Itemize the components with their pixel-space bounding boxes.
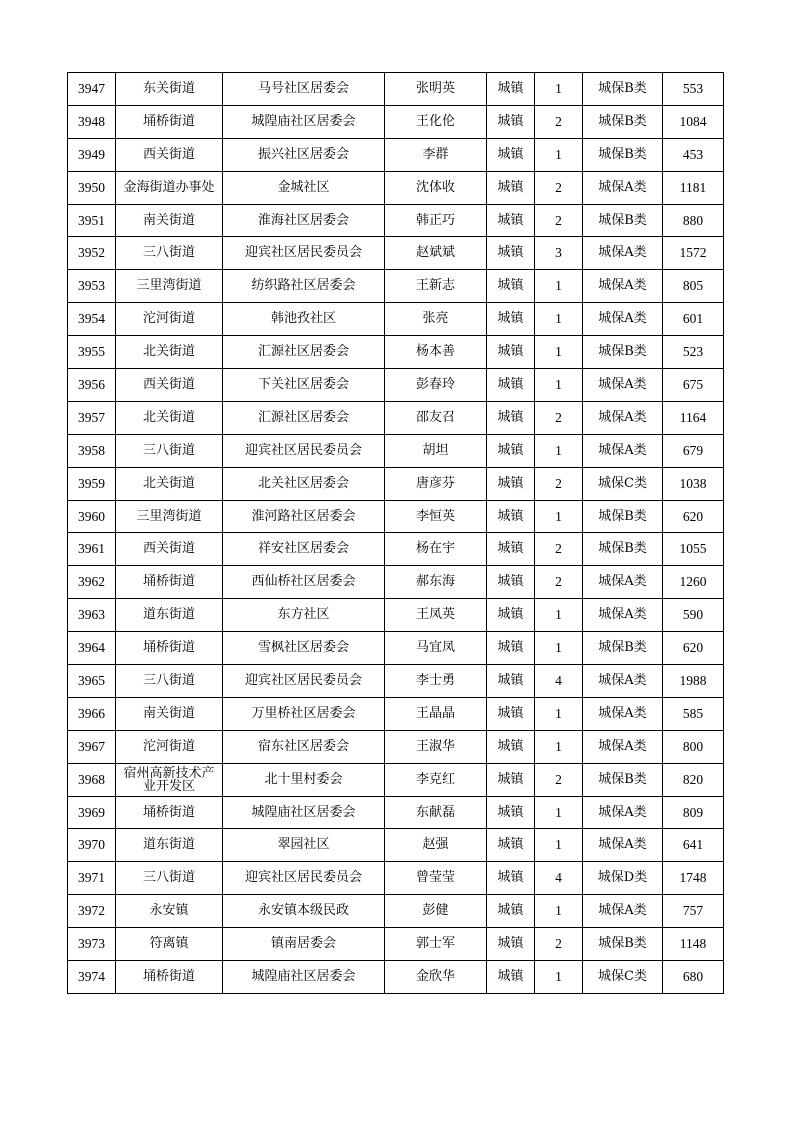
cell-household-count: 4: [535, 665, 583, 698]
table-row: [68, 467, 724, 500]
cell-id: 3973: [68, 928, 116, 961]
table-row: [68, 665, 724, 698]
cell-household-count: 4: [535, 862, 583, 895]
cell-street: 三八街道: [116, 434, 223, 467]
table-row: [68, 566, 724, 599]
cell-amount: 523: [663, 336, 724, 369]
cell-person-name: 唐彦芬: [385, 467, 487, 500]
cell-area-type: 城镇: [487, 237, 535, 270]
cell-id: 3964: [68, 632, 116, 665]
cell-community: 东方社区: [223, 599, 385, 632]
cell-amount: 809: [663, 796, 724, 829]
cell-community: 万里桥社区居委会: [223, 697, 385, 730]
cell-category: 城保A类: [583, 730, 663, 763]
cell-category: 城保A类: [583, 270, 663, 303]
cell-community: 下关社区居委会: [223, 369, 385, 402]
cell-id: 3967: [68, 730, 116, 763]
cell-amount: 641: [663, 829, 724, 862]
cell-community: 淮河路社区居委会: [223, 500, 385, 533]
cell-id: 3972: [68, 895, 116, 928]
cell-amount: 601: [663, 303, 724, 336]
cell-community: 镇南居委会: [223, 928, 385, 961]
cell-amount: 620: [663, 632, 724, 665]
cell-street: 宿州高新技术产业开发区: [116, 763, 223, 796]
cell-amount: 620: [663, 500, 724, 533]
cell-category: 城保A类: [583, 796, 663, 829]
cell-area-type: 城镇: [487, 270, 535, 303]
cell-household-count: 1: [535, 303, 583, 336]
cell-person-name: 李群: [385, 138, 487, 171]
table-row: [68, 763, 724, 796]
cell-street: 埇桥街道: [116, 632, 223, 665]
cell-area-type: 城镇: [487, 632, 535, 665]
cell-community: 永安镇本级民政: [223, 895, 385, 928]
cell-person-name: 彭健: [385, 895, 487, 928]
cell-person-name: 李恒英: [385, 500, 487, 533]
cell-street: 西关街道: [116, 369, 223, 402]
cell-amount: 800: [663, 730, 724, 763]
cell-amount: 680: [663, 961, 724, 994]
cell-street: 道东街道: [116, 829, 223, 862]
table-row: [68, 730, 724, 763]
cell-household-count: 3: [535, 237, 583, 270]
cell-household-count: 1: [535, 336, 583, 369]
cell-person-name: 王化伦: [385, 105, 487, 138]
table-row: [68, 434, 724, 467]
cell-category: 城保A类: [583, 401, 663, 434]
table-row: [68, 171, 724, 204]
table-row: [68, 73, 724, 106]
cell-community: 雪枫社区居委会: [223, 632, 385, 665]
cell-category: 城保B类: [583, 500, 663, 533]
cell-person-name: 李克红: [385, 763, 487, 796]
table-row: [68, 336, 724, 369]
cell-street: 西关街道: [116, 138, 223, 171]
roster-body: [68, 73, 724, 994]
cell-community: 迎宾社区居民委员会: [223, 862, 385, 895]
cell-community: 西仙桥社区居委会: [223, 566, 385, 599]
cell-id: 3963: [68, 599, 116, 632]
cell-area-type: 城镇: [487, 730, 535, 763]
table-row: [68, 270, 724, 303]
cell-household-count: 1: [535, 730, 583, 763]
cell-household-count: 1: [535, 369, 583, 402]
cell-community: 祥安社区居委会: [223, 533, 385, 566]
cell-street: 沱河街道: [116, 303, 223, 336]
cell-category: 城保B类: [583, 928, 663, 961]
cell-person-name: 郭士军: [385, 928, 487, 961]
cell-amount: 590: [663, 599, 724, 632]
table-row: [68, 796, 724, 829]
cell-household-count: 1: [535, 73, 583, 106]
cell-area-type: 城镇: [487, 697, 535, 730]
cell-household-count: 2: [535, 171, 583, 204]
cell-amount: 1038: [663, 467, 724, 500]
cell-category: 城保A类: [583, 303, 663, 336]
cell-area-type: 城镇: [487, 73, 535, 106]
cell-community: 汇源社区居委会: [223, 401, 385, 434]
cell-household-count: 2: [535, 533, 583, 566]
cell-category: 城保B类: [583, 632, 663, 665]
cell-household-count: 1: [535, 599, 583, 632]
table-row: [68, 204, 724, 237]
cell-id: 3969: [68, 796, 116, 829]
table-row: [68, 632, 724, 665]
cell-area-type: 城镇: [487, 204, 535, 237]
cell-category: 城保D类: [583, 862, 663, 895]
cell-category: 城保A类: [583, 237, 663, 270]
cell-street: 西关街道: [116, 533, 223, 566]
cell-area-type: 城镇: [487, 566, 535, 599]
cell-id: 3959: [68, 467, 116, 500]
cell-amount: 675: [663, 369, 724, 402]
cell-category: 城保B类: [583, 763, 663, 796]
cell-category: 城保B类: [583, 138, 663, 171]
cell-area-type: 城镇: [487, 829, 535, 862]
cell-id: 3970: [68, 829, 116, 862]
cell-area-type: 城镇: [487, 599, 535, 632]
cell-amount: 1164: [663, 401, 724, 434]
cell-community: 迎宾社区居民委员会: [223, 434, 385, 467]
cell-amount: 1181: [663, 171, 724, 204]
cell-person-name: 张明英: [385, 73, 487, 106]
cell-community: 北关社区居委会: [223, 467, 385, 500]
cell-id: 3953: [68, 270, 116, 303]
cell-id: 3966: [68, 697, 116, 730]
table-row: [68, 928, 724, 961]
cell-id: 3965: [68, 665, 116, 698]
cell-amount: 553: [663, 73, 724, 106]
cell-category: 城保A类: [583, 171, 663, 204]
cell-id: 3962: [68, 566, 116, 599]
cell-area-type: 城镇: [487, 171, 535, 204]
cell-household-count: 2: [535, 928, 583, 961]
cell-person-name: 马宜凤: [385, 632, 487, 665]
roster-table: [67, 72, 724, 994]
cell-person-name: 赵斌斌: [385, 237, 487, 270]
cell-person-name: 郝东海: [385, 566, 487, 599]
cell-street: 三里湾街道: [116, 500, 223, 533]
cell-person-name: 沈体收: [385, 171, 487, 204]
cell-id: 3951: [68, 204, 116, 237]
table-row: [68, 237, 724, 270]
cell-household-count: 1: [535, 500, 583, 533]
cell-street: 道东街道: [116, 599, 223, 632]
cell-person-name: 金欣华: [385, 961, 487, 994]
cell-id: 3960: [68, 500, 116, 533]
cell-household-count: 1: [535, 138, 583, 171]
cell-category: 城保A类: [583, 599, 663, 632]
cell-person-name: 王淑华: [385, 730, 487, 763]
cell-id: 3950: [68, 171, 116, 204]
cell-id: 3947: [68, 73, 116, 106]
cell-id: 3956: [68, 369, 116, 402]
table-row: [68, 895, 724, 928]
cell-person-name: 东献磊: [385, 796, 487, 829]
cell-community: 金城社区: [223, 171, 385, 204]
cell-street: 北关街道: [116, 336, 223, 369]
cell-street: 三八街道: [116, 665, 223, 698]
cell-area-type: 城镇: [487, 138, 535, 171]
cell-area-type: 城镇: [487, 303, 535, 336]
cell-id: 3954: [68, 303, 116, 336]
cell-household-count: 2: [535, 763, 583, 796]
cell-id: 3961: [68, 533, 116, 566]
cell-household-count: 1: [535, 270, 583, 303]
cell-area-type: 城镇: [487, 467, 535, 500]
cell-household-count: 2: [535, 105, 583, 138]
cell-household-count: 1: [535, 796, 583, 829]
cell-amount: 757: [663, 895, 724, 928]
cell-street: 北关街道: [116, 401, 223, 434]
cell-street: 埇桥街道: [116, 105, 223, 138]
cell-id: 3971: [68, 862, 116, 895]
cell-id: 3955: [68, 336, 116, 369]
cell-street: 符离镇: [116, 928, 223, 961]
cell-community: 马号社区居委会: [223, 73, 385, 106]
cell-household-count: 2: [535, 467, 583, 500]
cell-category: 城保A类: [583, 895, 663, 928]
cell-street: 三里湾街道: [116, 270, 223, 303]
cell-street: 埇桥街道: [116, 566, 223, 599]
cell-category: 城保A类: [583, 829, 663, 862]
cell-category: 城保A类: [583, 434, 663, 467]
table-row: [68, 829, 724, 862]
cell-category: 城保A类: [583, 697, 663, 730]
cell-amount: 820: [663, 763, 724, 796]
cell-category: 城保A类: [583, 665, 663, 698]
cell-area-type: 城镇: [487, 862, 535, 895]
table-row: [68, 303, 724, 336]
cell-area-type: 城镇: [487, 763, 535, 796]
cell-category: 城保B类: [583, 336, 663, 369]
cell-person-name: 邵友召: [385, 401, 487, 434]
cell-community: 迎宾社区居民委员会: [223, 237, 385, 270]
cell-household-count: 2: [535, 204, 583, 237]
cell-amount: 679: [663, 434, 724, 467]
cell-household-count: 1: [535, 961, 583, 994]
cell-street: 埇桥街道: [116, 961, 223, 994]
cell-street: 北关街道: [116, 467, 223, 500]
cell-area-type: 城镇: [487, 895, 535, 928]
cell-amount: 1572: [663, 237, 724, 270]
cell-community: 纺织路社区居委会: [223, 270, 385, 303]
table-row: [68, 401, 724, 434]
cell-id: 3974: [68, 961, 116, 994]
cell-community: 城隍庙社区居委会: [223, 105, 385, 138]
cell-community: 振兴社区居委会: [223, 138, 385, 171]
cell-category: 城保C类: [583, 961, 663, 994]
cell-community: 汇源社区居委会: [223, 336, 385, 369]
cell-household-count: 1: [535, 632, 583, 665]
cell-street: 永安镇: [116, 895, 223, 928]
cell-id: 3958: [68, 434, 116, 467]
cell-person-name: 王凤英: [385, 599, 487, 632]
cell-household-count: 1: [535, 895, 583, 928]
cell-area-type: 城镇: [487, 961, 535, 994]
cell-id: 3968: [68, 763, 116, 796]
cell-community: 淮海社区居委会: [223, 204, 385, 237]
cell-area-type: 城镇: [487, 369, 535, 402]
cell-person-name: 王新志: [385, 270, 487, 303]
cell-household-count: 2: [535, 566, 583, 599]
cell-street: 南关街道: [116, 204, 223, 237]
cell-id: 3952: [68, 237, 116, 270]
cell-street: 三八街道: [116, 237, 223, 270]
cell-id: 3949: [68, 138, 116, 171]
table-row: [68, 138, 724, 171]
cell-id: 3957: [68, 401, 116, 434]
cell-community: 韩池孜社区: [223, 303, 385, 336]
cell-amount: 585: [663, 697, 724, 730]
cell-person-name: 韩正巧: [385, 204, 487, 237]
cell-household-count: 1: [535, 829, 583, 862]
cell-area-type: 城镇: [487, 796, 535, 829]
cell-person-name: 王晶晶: [385, 697, 487, 730]
cell-person-name: 赵强: [385, 829, 487, 862]
cell-person-name: 胡坦: [385, 434, 487, 467]
cell-street: 南关街道: [116, 697, 223, 730]
cell-community: 城隍庙社区居委会: [223, 796, 385, 829]
cell-category: 城保C类: [583, 467, 663, 500]
cell-street: 金海街道办事处: [116, 171, 223, 204]
cell-amount: 453: [663, 138, 724, 171]
cell-area-type: 城镇: [487, 105, 535, 138]
cell-household-count: 1: [535, 697, 583, 730]
cell-area-type: 城镇: [487, 928, 535, 961]
cell-amount: 1260: [663, 566, 724, 599]
cell-person-name: 杨在宇: [385, 533, 487, 566]
cell-amount: 1084: [663, 105, 724, 138]
table-row: [68, 697, 724, 730]
table-row: [68, 500, 724, 533]
cell-amount: 1988: [663, 665, 724, 698]
cell-amount: 1748: [663, 862, 724, 895]
table-row: [68, 533, 724, 566]
cell-area-type: 城镇: [487, 665, 535, 698]
cell-community: 宿东社区居委会: [223, 730, 385, 763]
cell-area-type: 城镇: [487, 500, 535, 533]
cell-street: 三八街道: [116, 862, 223, 895]
cell-person-name: 张亮: [385, 303, 487, 336]
cell-community: 翠园社区: [223, 829, 385, 862]
cell-person-name: 李士勇: [385, 665, 487, 698]
cell-street: 沱河街道: [116, 730, 223, 763]
cell-household-count: 2: [535, 401, 583, 434]
table-row: [68, 599, 724, 632]
cell-person-name: 彭春玲: [385, 369, 487, 402]
cell-category: 城保A类: [583, 369, 663, 402]
cell-area-type: 城镇: [487, 533, 535, 566]
cell-street: 埇桥街道: [116, 796, 223, 829]
cell-category: 城保B类: [583, 204, 663, 237]
cell-id: 3948: [68, 105, 116, 138]
cell-amount: 1055: [663, 533, 724, 566]
cell-person-name: 杨本善: [385, 336, 487, 369]
table-row: [68, 862, 724, 895]
cell-community: 北十里村委会: [223, 763, 385, 796]
cell-area-type: 城镇: [487, 336, 535, 369]
cell-community: 迎宾社区居民委员会: [223, 665, 385, 698]
cell-amount: 880: [663, 204, 724, 237]
table-row: [68, 369, 724, 402]
table-row: [68, 961, 724, 994]
table-row: [68, 105, 724, 138]
cell-street: 东关街道: [116, 73, 223, 106]
cell-household-count: 1: [535, 434, 583, 467]
cell-category: 城保B类: [583, 73, 663, 106]
cell-amount: 1148: [663, 928, 724, 961]
cell-person-name: 曾莹莹: [385, 862, 487, 895]
cell-amount: 805: [663, 270, 724, 303]
cell-category: 城保A类: [583, 566, 663, 599]
cell-area-type: 城镇: [487, 434, 535, 467]
cell-community: 城隍庙社区居委会: [223, 961, 385, 994]
cell-category: 城保B类: [583, 105, 663, 138]
cell-area-type: 城镇: [487, 401, 535, 434]
cell-category: 城保B类: [583, 533, 663, 566]
